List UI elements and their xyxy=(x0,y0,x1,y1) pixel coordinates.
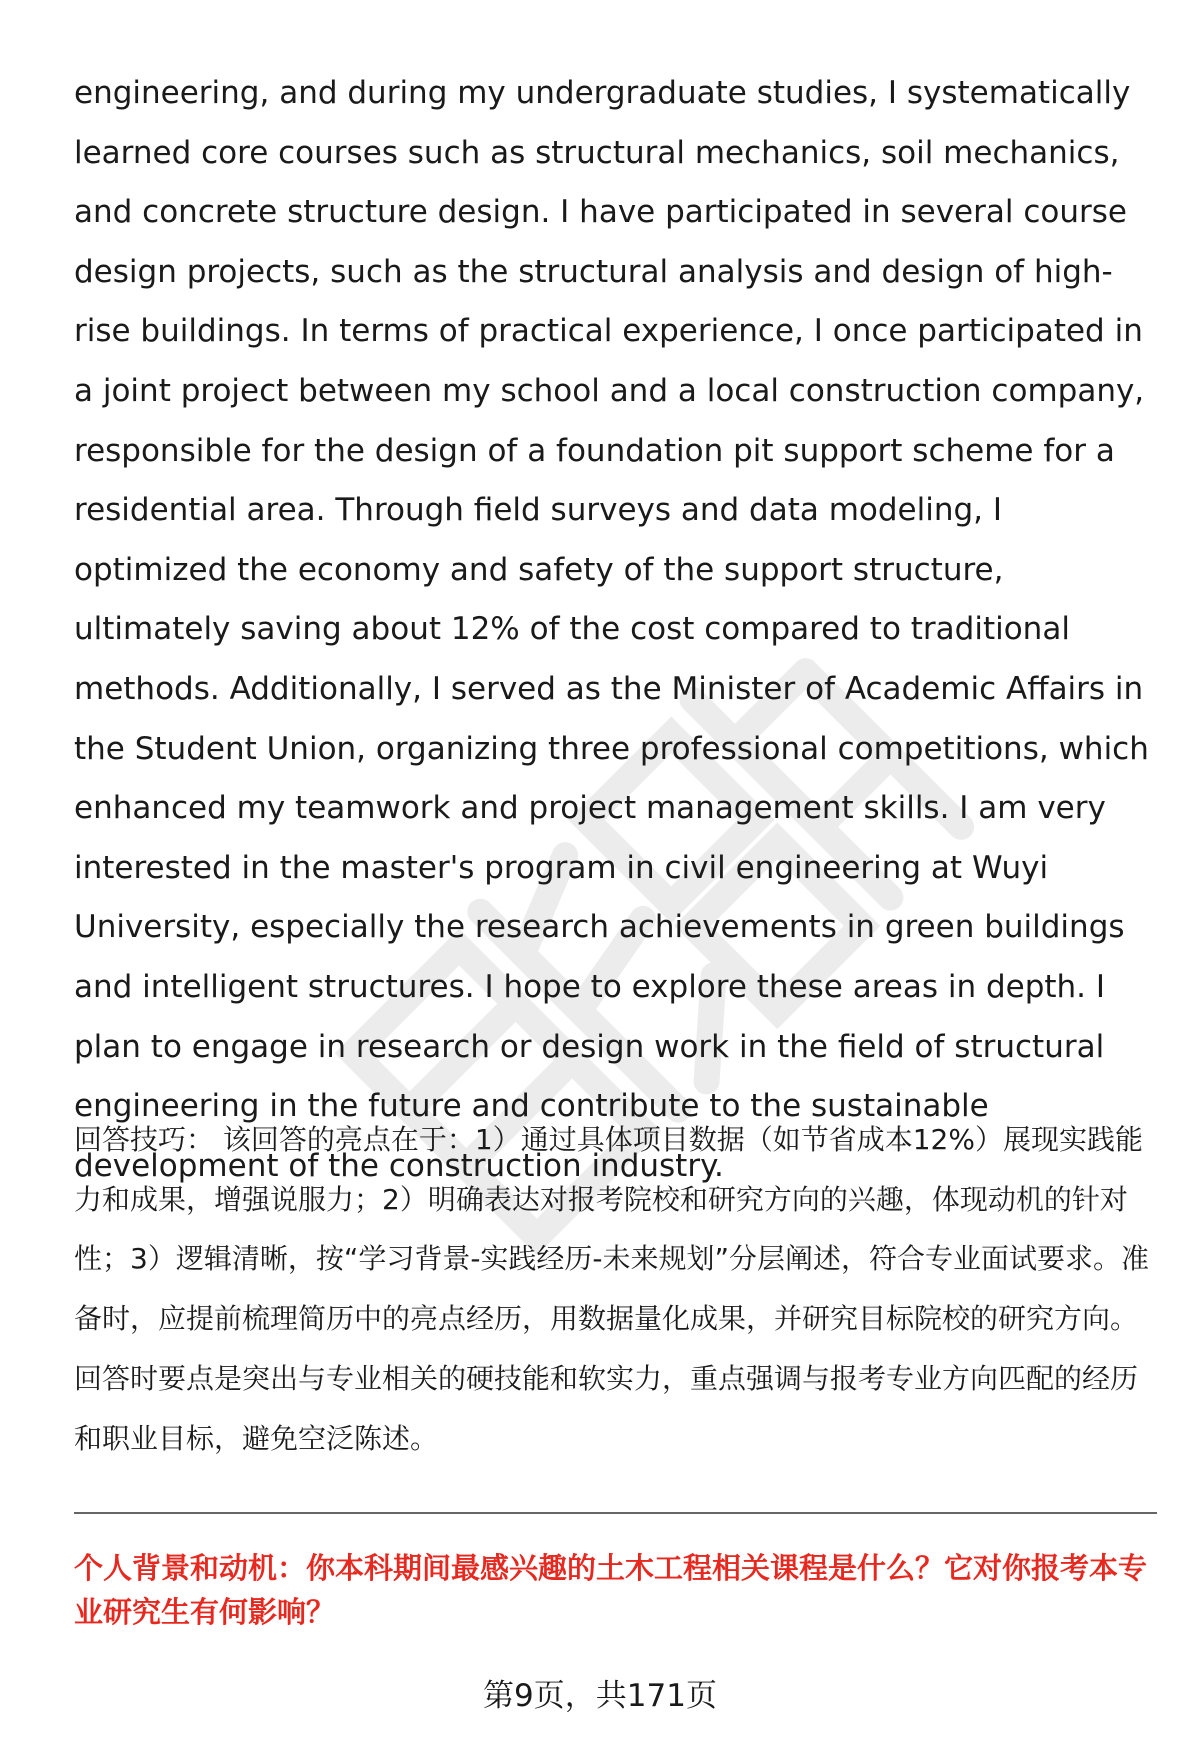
answer-paragraph: engineering, and during my undergraduate studies, I systematically learned core courses such as structural mechanics, soil mechanics, and concrete structure design. I have participated in several course design projects, such as the structural analysis and design of high-rise buildings. In terms of practical experience, I once participated in a joint project between my school and a local construction company, responsible for the design of a foundation pit support scheme for a residential area. Through field surveys and data modeling, I optimized the economy and safety of the support structure, ultimately saving about 12% of the cost compared to traditional methods. Additionally, I served as the Minister of Academic Affairs in the Student Union, organizing three professional competitions, which enhanced my teamwork and project management skills. I am very interested in the master's program in civil engineering at Wuyi University, especially the research achievements in green buildings and intelligent structures. I hope to explore these areas in depth. I plan to engage in research or design work in the field of structural engineering in the future and contribute to the sustainable development of the construction industry. xyxy=(74,75,1149,1184)
interview-question: 个人背景和动机：你本科期间最感兴趣的土木工程相关课程是什么？它对你报考本专业研究生有何影响？ xyxy=(74,1551,1148,1629)
page-number: 第9页，共171页 xyxy=(483,1678,717,1714)
answer-tips-paragraph: 回答技巧： 该回答的亮点在于：1）通过具体项目数据（如节省成本12%）展现实践能力和成果，增强说服力；2）明确表达对报考院校和研究方向的兴趣，体现动机的针对性；3）逻辑清晰，按“学习背景-实践经历-未来规划”分层阐述，符合专业面试要求。准备时，应提前梳理简历中的亮点经历，用数据量化成果，并研究目标院校的研究方向。回答时要点是突出与专业相关的硬技能和软实力，重点强调与报考专业方向匹配的经历和职业目标，避免空泛陈述。 xyxy=(74,1123,1150,1455)
section-divider xyxy=(74,1512,1157,1514)
